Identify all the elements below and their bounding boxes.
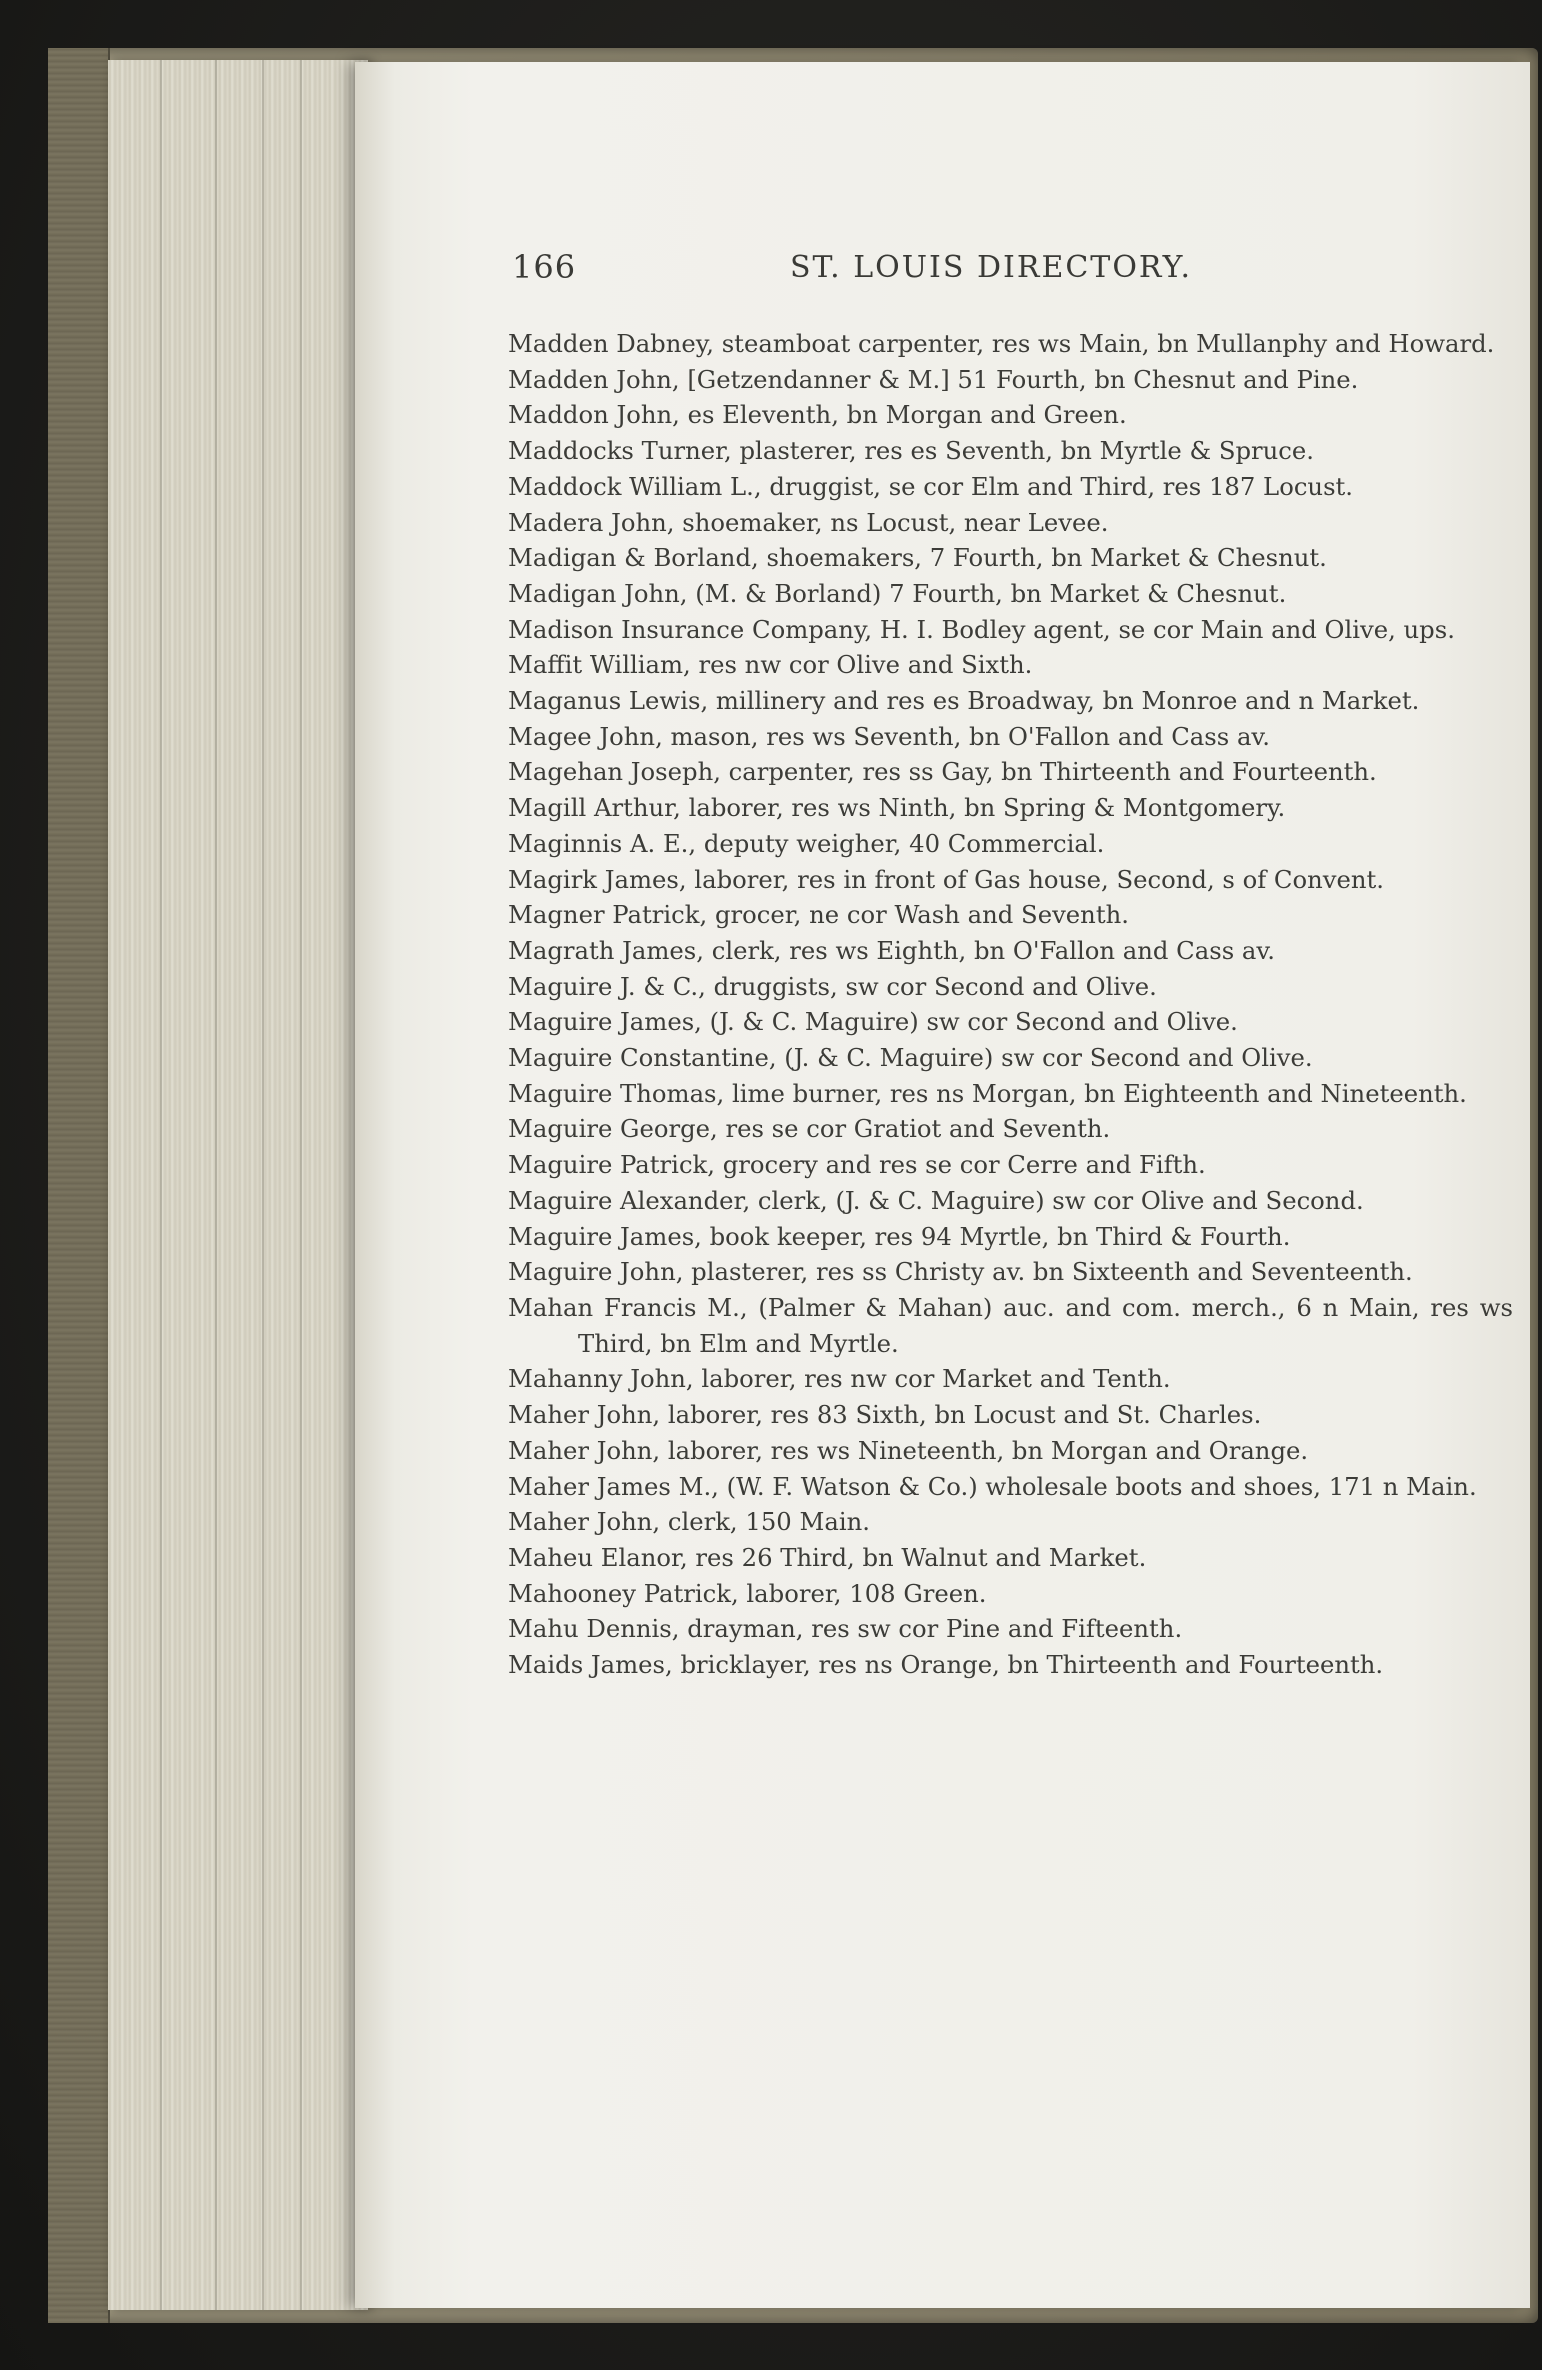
directory-entry: Magirk James, laborer, res in front of Gas house, Second, s of Convent. [508, 864, 1385, 894]
directory-entry: Maguire James, book keeper, res 94 Myrtle, bn Third & Fourth. [508, 1221, 1291, 1251]
directory-entry: Maffit William, res nw cor Olive and Sixth. [508, 650, 1033, 680]
directory-entry: Maguire James, (J. & C. Maguire) sw cor Second and Olive. [508, 1007, 1238, 1037]
book-spine [48, 48, 110, 2323]
directory-entry: Maddock William L., druggist, se cor Elm and Third, res 187 Locust. [508, 471, 1354, 501]
directory-entry: Mahooney Patrick, laborer, 108 Green. [508, 1578, 987, 1608]
page-edge-line [160, 60, 162, 2310]
directory-entry: Maher John, laborer, res 83 Sixth, bn Locust and St. Charles. [508, 1400, 1262, 1430]
page-edge-line [215, 60, 217, 2310]
directory-entry: Magill Arthur, laborer, res ws Ninth, bn Spring & Montgomery. [508, 793, 1286, 823]
directory-entry: Maguire George, res se cor Gratiot and Seventh. [508, 1114, 1111, 1144]
directory-entry: Maguire Alexander, clerk, (J. & C. Maguire) sw cor Olive and Second. [508, 1185, 1364, 1215]
directory-entry: Maguire John, plasterer, res ss Christy av. bn Sixteenth and Seventeenth. [508, 1257, 1413, 1287]
directory-entry: Madigan & Borland, shoemakers, 7 Fourth, bn Market & Chesnut. [508, 543, 1327, 573]
directory-entry: Mahu Dennis, drayman, res sw cor Pine and Fifteenth. [508, 1614, 1183, 1644]
directory-entry: Maddocks Turner, plasterer, res es Seventh, bn Myrtle & Spruce. [508, 436, 1315, 466]
directory-entry: Maguire J. & C., druggists, sw cor Second and Olive. [508, 971, 1157, 1001]
directory-entry: Mahan Francis M., (Palmer & Mahan) auc. and com. merch., 6 n Main, res ws Third, bn Elm and Myrtle. [508, 1292, 1513, 1358]
directory-entry: Maheu Elanor, res 26 Third, bn Walnut and Market. [508, 1542, 1147, 1572]
directory-entry: Mahanny John, laborer, res nw cor Market and Tenth. [508, 1364, 1171, 1394]
directory-entry: Maguire Constantine, (J. & C. Maguire) sw cor Second and Olive. [508, 1043, 1313, 1073]
directory-entry: Magee John, mason, res ws Seventh, bn O'Fallon and Cass av. [508, 721, 1270, 751]
directory-entry: Maids James, bricklayer, res ns Orange, bn Thirteenth and Fourteenth. [508, 1650, 1384, 1680]
directory-entry: Madigan John, (M. & Borland) 7 Fourth, bn Market & Chesnut. [508, 578, 1287, 608]
directory-entry: Madison Insurance Company, H. I. Bodley agent, se cor Main and Olive, ups. [508, 614, 1455, 644]
directory-entry: Maguire Thomas, lime burner, res ns Morgan, bn Eighteenth and Nineteenth. [508, 1078, 1467, 1108]
directory-entry: Maher John, laborer, res ws Nineteenth, bn Morgan and Orange. [508, 1435, 1309, 1465]
directory-entry: Madden Dabney, steamboat carpenter, res ws Main, bn Mullanphy and Howard. [508, 329, 1495, 358]
page-edge-line [262, 60, 264, 2310]
page-edges [108, 60, 368, 2310]
directory-entry: Maganus Lewis, millinery and res es Broadway, bn Monroe and n Market. [508, 686, 1420, 716]
directory-entry: Madden John, [Getzendanner & M.] 51 Fourth, bn Chesnut and Pine. [508, 364, 1359, 394]
directory-entry: Magrath James, clerk, res ws Eighth, bn O'Fallon and Cass av. [508, 935, 1275, 965]
directory-entry: Maguire Patrick, grocery and res se cor Cerre and Fifth. [508, 1150, 1206, 1180]
directory-entries [508, 326, 1513, 1683]
directory-entry: Maher James M., (W. F. Watson & Co.) wholesale boots and shoes, 171 n Main. [508, 1471, 1477, 1501]
directory-entry: Maddon John, es Eleventh, bn Morgan and Green. [508, 400, 1127, 430]
page-number: 166 [512, 248, 577, 286]
directory-entry: Maginnis A. E., deputy weigher, 40 Commercial. [508, 828, 1105, 858]
running-head: ST. LOUIS DIRECTORY. [790, 250, 1193, 285]
directory-entry: Magner Patrick, grocer, ne cor Wash and Seventh. [508, 900, 1129, 930]
directory-entry: Magehan Joseph, carpenter, res ss Gay, bn Thirteenth and Fourteenth. [508, 757, 1377, 787]
page-header [512, 248, 1512, 290]
directory-entry: Madera John, shoemaker, ns Locust, near Levee. [508, 507, 1109, 537]
page-edge-line [300, 60, 302, 2310]
directory-entry: Maher John, clerk, 150 Main. [508, 1507, 870, 1537]
